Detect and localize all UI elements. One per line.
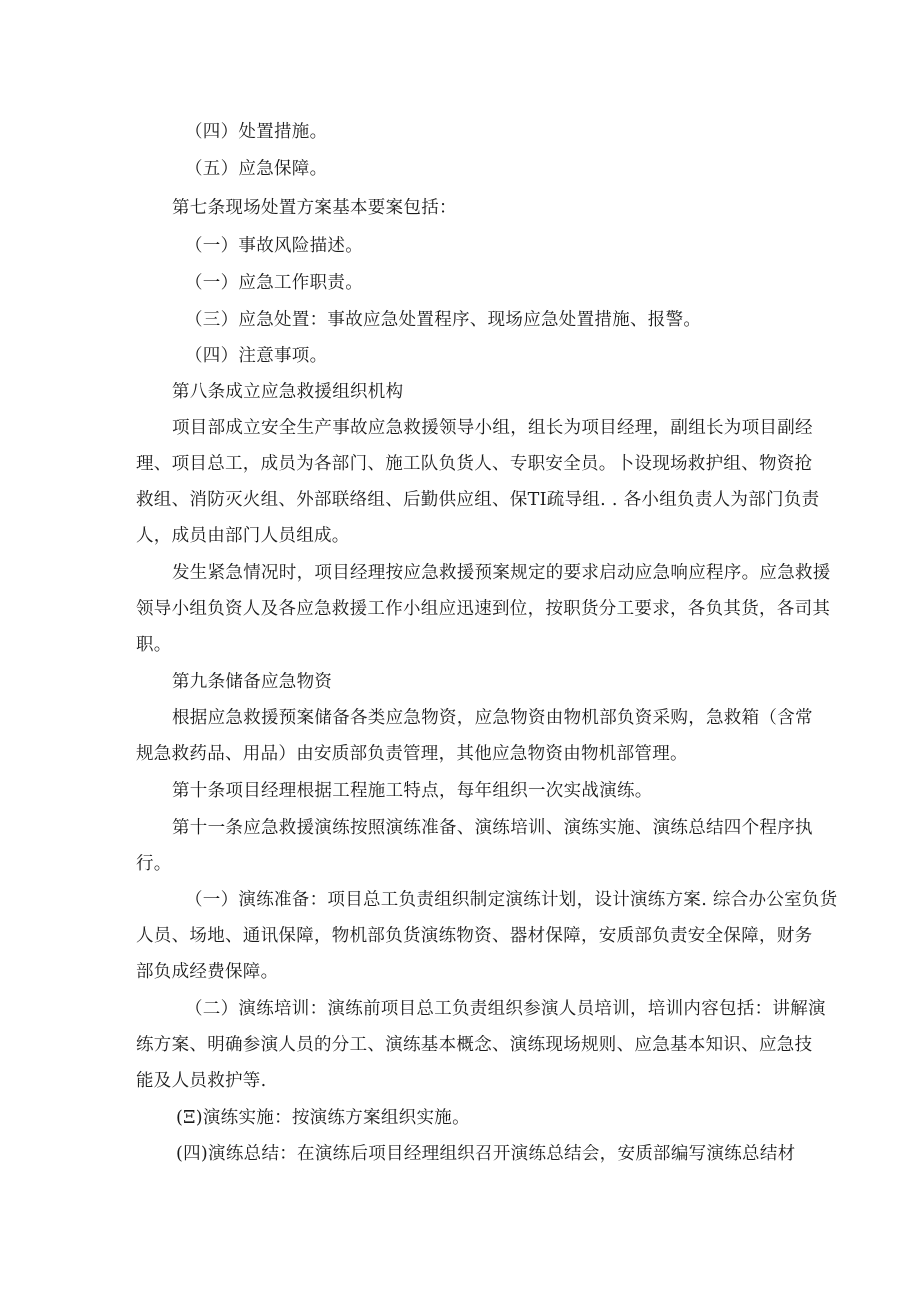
text-line: 规急救药品、用品）由安质部负责管理，其他应急物资由物机部管理。 — [136, 744, 688, 764]
text-line: （一）应急工作职责。 — [185, 273, 363, 293]
text-line: （二）演练培训：演练前项目总工负责组织参演人员培训，培训内容包括：讲解演 — [185, 999, 826, 1019]
text-line: 人，成员由部门人员组成。 — [136, 526, 350, 546]
text-line: 发生紧急情况时，项目经理按应急救援预案规定的要求启动应急响应程序。应急救援 — [172, 563, 831, 583]
text-line: 职。 — [136, 635, 172, 655]
text-line: （三）应急处置：事故应急处置程序、现场应急处置措施、报警。 — [185, 310, 702, 330]
text-line: 人员、场地、通讯保障，物机部负货演练物资、器材保障，安质部负责安全保障，财务 — [136, 926, 813, 946]
text-line: （五）应急保障。 — [185, 159, 328, 179]
text-line: 项目部成立安全生产事故应急救援领导小组，组长为项目经理，副组长为项目副经 — [172, 418, 813, 438]
text-line: (四)演练总结：在演练后项目经理组织召开演练总结会，安质部编写演练总结材 — [176, 1144, 796, 1164]
text-line: 练方案、明确参演人员的分工、演练基本概念、演练现场规则、应急基本知识、应急技 — [136, 1035, 813, 1055]
text-line: 第十条项目经理根据工程施工特点，每年组织一次实战演练。 — [172, 781, 653, 801]
text-line: （四）注意事项。 — [185, 346, 328, 366]
text-line: 第七条现场处置方案基本要案包括： — [172, 198, 457, 218]
text-line: 能及人员救护等. — [136, 1071, 267, 1091]
text-line: (Ξ)演练实施：按演练方案组织实施。 — [176, 1108, 470, 1128]
text-line: 领导小组负资人及各应急救援工作小组应迅速到位，按职货分工要求，各负其货，各司其 — [136, 599, 831, 619]
text-line: 根据应急救援预案储备各类应急物资，应急物资由物机部负资采购，急救箱（含常 — [172, 708, 813, 728]
section-heading: 第八条成立应急救援组织机构 — [172, 382, 404, 402]
text-line: （一）事故风险描述。 — [185, 236, 363, 256]
text-line: 第十一条应急救援演练按照演练准备、演练培训、演练实施、演练总结四个程序执 — [172, 818, 813, 838]
text-line: 理、项目总工，成员为各部门、施工队负货人、专职安全员。卜设现场救护组、物资抢 — [136, 454, 813, 474]
section-heading: 第九条储备应急物资 — [172, 672, 333, 692]
text-line: （四）处置措施。 — [185, 122, 328, 142]
text-line: 行。 — [136, 854, 172, 874]
text-line: 救组、消防灭火组、外部联络组、后勤供应组、保TI疏导组. . 各小组负责人为部门负责 — [136, 490, 820, 510]
text-line: （一）演练准备：项目总工负责组织制定演练计划，设计演练方案. 综合办公室负货 — [185, 890, 838, 910]
text-line: 部负成经费保障。 — [136, 962, 279, 982]
